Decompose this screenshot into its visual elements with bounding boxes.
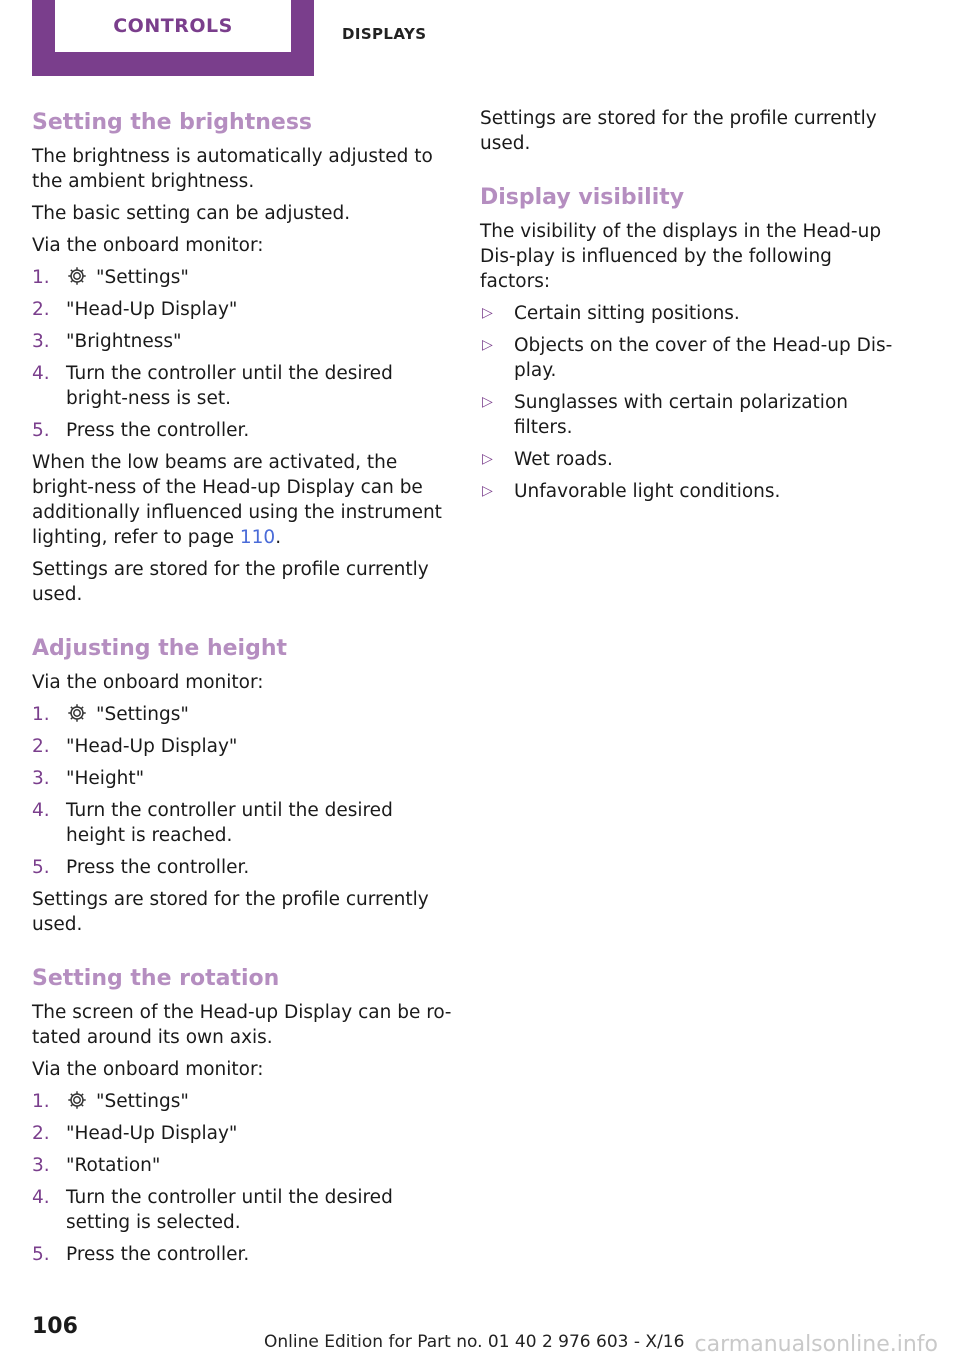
gear-icon [66,1089,88,1111]
step-text: "Settings" [96,267,189,288]
list-item [32,297,452,322]
section-tab-displays: DISPLAYS [342,25,427,43]
step-number: 4. [32,800,50,821]
step-number: 1. [32,267,50,288]
triangle-bullet-icon: ▷ [482,483,493,499]
edition-footer: Online Edition for Part no. 01 40 2 976 603 - X/16 [264,1332,685,1352]
right-column [480,106,900,511]
triangle-bullet-icon: ▷ [482,394,493,410]
heading-height: Adjusting the height [32,636,288,661]
page-link-110[interactable]: 110 [239,527,276,548]
step-text: Turn the controller until the desired height is reached. [66,800,393,846]
triangle-bullet-icon: ▷ [482,337,493,353]
step-text: "Head-Up Display" [66,736,238,757]
height-p1: Via the onboard monitor: [32,672,264,693]
step-number: 3. [32,1155,50,1176]
step-number: 5. [32,1244,50,1265]
step-text: Press the controller. [66,1244,250,1265]
heading-rotation: Setting the rotation [32,966,280,991]
chapter-tab-controls-label: CONTROLS [55,0,291,52]
height-steps [32,702,452,880]
step-text: "Rotation" [66,1155,161,1176]
rotation-p1: The screen of the Head-up Display can be ro‐tated around its own axis. [32,1002,452,1048]
heading-display-visibility: Display visibility [480,185,685,210]
step-text: "Brightness" [66,331,182,352]
step-text: "Settings" [96,1091,189,1112]
step-text: "Head-Up Display" [66,1123,238,1144]
heading-brightness: Setting the brightness [32,110,313,135]
gear-icon [66,702,88,724]
factor-text: Objects on the cover of the Head-up Dis‐play. [514,335,893,381]
step-number: 2. [32,299,50,320]
visibility-p1: The visibility of the displays in the Head-up Dis‐play is influenced by the following factors: [480,221,882,292]
brightness-p3: Via the onboard monitor: [32,235,264,256]
factor-text: Sunglasses with certain polarization filters. [514,392,848,438]
height-p2: Settings are stored for the profile currently used. [32,889,429,935]
chapter-tab-controls [32,0,314,76]
list-item [32,1089,452,1114]
triangle-bullet-icon: ▷ [482,451,493,467]
factor-text: Unfavorable light conditions. [514,481,781,502]
step-number: 2. [32,1123,50,1144]
brightness-p2: The basic setting can be adjusted. [32,203,351,224]
list-item [480,447,900,472]
step-number: 5. [32,420,50,441]
step-number: 1. [32,704,50,725]
factor-text: Wet roads. [514,449,613,470]
list-item [32,1153,452,1178]
visibility-factors [480,301,900,504]
step-text: "Head-Up Display" [66,299,238,320]
list-item [32,418,452,443]
brightness-p1: The brightness is automatically adjusted to the ambient brightness. [32,146,433,192]
step-text: Turn the controller until the desired setting is selected. [66,1187,393,1233]
factor-text: Certain sitting positions. [514,303,740,324]
list-item [32,734,452,759]
list-item [480,301,900,326]
page-number: 106 [32,1314,78,1339]
list-item [32,798,452,848]
rotation-steps [32,1089,452,1267]
step-text: Press the controller. [66,420,250,441]
step-number: 2. [32,736,50,757]
right-p0: Settings are stored for the profile currently used. [480,108,877,154]
list-item [32,1185,452,1235]
step-text: Press the controller. [66,857,250,878]
list-item [480,333,900,383]
list-item [480,479,900,504]
rotation-p2: Via the onboard monitor: [32,1059,264,1080]
watermark: carmanualsonline.info [694,1332,938,1357]
left-column [32,106,452,1274]
list-item [32,1242,452,1267]
gear-icon [66,265,88,287]
list-item [32,855,452,880]
step-text: "Height" [66,768,145,789]
list-item [32,265,452,290]
list-item [32,329,452,354]
brightness-p4-text: When the low beams are activated, the bright‐ness of the Head-up Display can be additionally influenced using the instrument lighting, refer to page [32,452,442,548]
step-number: 4. [32,1187,50,1208]
list-item [32,361,452,411]
brightness-p5: Settings are stored for the profile currently used. [32,559,429,605]
brightness-p4 [32,450,452,550]
step-text: Turn the controller until the desired bright‐ness is set. [66,363,393,409]
brightness-steps [32,265,452,443]
list-item [32,1121,452,1146]
step-text: "Settings" [96,704,189,725]
step-number: 5. [32,857,50,878]
step-number: 3. [32,768,50,789]
triangle-bullet-icon: ▷ [482,305,493,321]
list-item [32,766,452,791]
step-number: 3. [32,331,50,352]
step-number: 1. [32,1091,50,1112]
list-item [480,390,900,440]
list-item [32,702,452,727]
brightness-p4-end: . [275,527,282,548]
step-number: 4. [32,363,50,384]
